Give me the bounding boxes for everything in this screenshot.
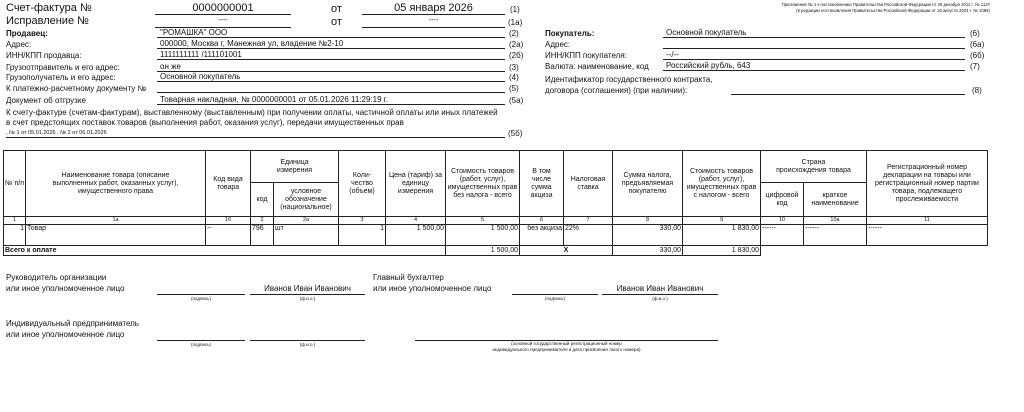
th-total: Стоимость товаров (работ, услуг), имущественных прав с налогом - всего — [683, 151, 761, 217]
correction-code: (1а) — [508, 18, 523, 27]
invoice-table — [3, 150, 988, 256]
seller-field-code: (2а) — [509, 40, 524, 49]
table-cell: ------ — [804, 225, 867, 246]
th-price: Цена (тариф) за единицу измерения — [386, 151, 446, 217]
column-index: 11 — [867, 217, 988, 225]
th-unit-code: код — [251, 183, 274, 217]
header-note-2: (в редакции постановления Правительства Российской Федерации от 16 августа 2024 г. № 1096) — [796, 8, 990, 13]
ip-ogrn-caption-1: (основной государственный регистрационный номер — [511, 341, 622, 346]
th-unit: Единица измерения — [251, 151, 339, 183]
table-cell: ------ — [867, 225, 988, 246]
buyer-field-code: (6а) — [970, 40, 985, 49]
th-country: Страна происхождения товара — [761, 151, 867, 183]
buyer-field-code: (6) — [970, 29, 980, 38]
ip-fio-caption: (ф.и.о.) — [299, 342, 316, 347]
buyer-field-value: Основной покупатель — [663, 28, 965, 38]
column-index: 9 — [683, 217, 761, 225]
th-num: № п/п — [4, 151, 26, 217]
table-cell: -- — [206, 225, 251, 246]
th-excise: В том числе сумма акциза — [520, 151, 564, 217]
column-index: 4 — [386, 217, 446, 225]
table-cell: 1 500,00 — [386, 225, 446, 246]
correction-from: от — [331, 16, 342, 28]
accountant-signature-line — [512, 284, 598, 295]
seller-field-code: (3) — [509, 63, 519, 72]
total-cost: 1 500,00 — [446, 246, 520, 256]
column-index: 1б — [206, 217, 251, 225]
table-cell: 22% — [564, 225, 613, 246]
advance-text-2: в счет предстоящих поставок товаров (выполнения работ, оказания услуг), передачи имущественных прав — [6, 118, 404, 127]
seller-field-value: "РОМАШКА" ООО — [157, 28, 505, 38]
th-cost: Стоимость товаров (работ, услуг), имущественных прав без налога - всего — [446, 151, 520, 217]
invoice-label: Счет-фактура № — [6, 2, 92, 14]
correction-label: Исправление № — [6, 15, 89, 27]
seller-field-code: (2б) — [509, 51, 524, 60]
accountant-label-2: или иное уполномоченное лицо — [373, 284, 492, 293]
seller-field-label: Адрес: — [6, 40, 32, 49]
column-index: 5 — [446, 217, 520, 225]
contract-label-1: Идентификатор государственного контракта, — [545, 75, 713, 84]
column-index: 1 — [4, 217, 26, 225]
correction-date: ---- — [362, 15, 505, 28]
table-cell: 1 — [339, 225, 386, 246]
accountant-fio-caption: (ф.и.о.) — [652, 296, 668, 301]
head-label-2: или иное уполномоченное лицо — [6, 284, 125, 293]
buyer-field-code: (7) — [970, 62, 980, 71]
total-tax: 330,00 — [613, 246, 683, 256]
seller-field-value: 000000, Москва г, Манежная ул, владение №2-10 — [157, 39, 505, 49]
seller-field-label: ИНН/КПП продавца: — [6, 51, 82, 60]
seller-field-label: Продавец: — [6, 29, 48, 38]
column-index: 2а — [274, 217, 339, 225]
column-index: 3 — [339, 217, 386, 225]
contract-value — [731, 85, 965, 95]
buyer-field-label: ИНН/КПП покупателя: — [545, 51, 627, 60]
ip-label-2: или иное уполномоченное лицо — [6, 330, 125, 339]
seller-field-code: (4) — [509, 73, 519, 82]
table-cell: без акциза — [520, 225, 564, 246]
th-reg: Регистрационный номер декларации на товары или регистрационный номер партии товара, подлежащего прослеживаемости — [867, 151, 988, 217]
seller-field-label: Грузополучатель и его адрес: — [6, 73, 116, 82]
contract-label-2: договора (соглашения) (при наличии): — [545, 86, 688, 95]
column-index: 2 — [251, 217, 274, 225]
seller-field-value: Основной покупатель — [157, 72, 505, 82]
head-label-1: Руководитель организации — [6, 273, 107, 282]
buyer-field-value: Российский рубль, 643 — [663, 61, 965, 71]
seller-field-label: К платежно-расчетному документу № — [6, 84, 147, 93]
th-name: Наименование товара (описание выполненных работ, оказанных услуг), имущественного права — [26, 151, 206, 217]
th-rate: Налоговая ставка — [564, 151, 613, 217]
accountant-name: Иванов Иван Иванович — [602, 284, 718, 295]
accountant-sign-caption: (подпись) — [544, 296, 565, 301]
head-fio-caption: (ф.и.о.) — [299, 296, 316, 301]
seller-field-code: (5) — [509, 84, 519, 93]
head-signature-line — [157, 284, 245, 295]
buyer-field-value — [663, 39, 965, 49]
th-tax: Сумма налога, предъявляемая покупателю — [613, 151, 683, 217]
th-qty: Коли-чество (объем) — [339, 151, 386, 217]
ip-name-line — [250, 330, 365, 341]
accountant-label-1: Главный бухгалтер — [373, 273, 444, 282]
seller-field-code: (2) — [509, 29, 519, 38]
th-country-name: краткое наименование — [804, 183, 867, 217]
th-country-code: цифровой код — [761, 183, 804, 217]
table-cell: 1 — [4, 225, 26, 246]
buyer-field-value: --/-- — [663, 50, 965, 60]
column-index: 7 — [564, 217, 613, 225]
table-row — [4, 225, 988, 246]
total-label: Всего к оплате — [4, 246, 446, 256]
seller-field-value: Товарная накладная, № 0000000001 от 05.01.2026 11:29:19 г. — [157, 95, 505, 105]
head-name: Иванов Иван Иванович — [250, 284, 365, 295]
table-cell: 796 — [251, 225, 274, 246]
buyer-field-label: Адрес: — [545, 40, 571, 49]
table-cell: Товар — [26, 225, 206, 246]
column-index: 1а — [26, 217, 206, 225]
header-note-1: Приложение № 1 к постановлению Правительства Российской Федерации от 26 декабря 2011 г. № 1137 — [781, 2, 990, 7]
invoice-number: 0000000001 — [155, 2, 291, 15]
table-cell: 1 500,00 — [446, 225, 520, 246]
seller-field-code: (5а) — [509, 96, 524, 105]
th-unit-name: условное обозначение (национальное) — [274, 183, 339, 217]
th-kind: Код вида товара — [206, 151, 251, 217]
correction-number: ---- — [155, 15, 291, 28]
ip-signature-line — [157, 330, 245, 341]
seller-field-value: 1111111111 /111101001 — [157, 50, 505, 60]
column-index: 10 — [761, 217, 804, 225]
invoice-from: от — [331, 3, 342, 15]
seller-field-label: Документ об отгрузке — [6, 96, 86, 105]
advance-code: (5б) — [508, 129, 523, 138]
column-index: 10а — [804, 217, 867, 225]
invoice-date: 05 января 2026 — [362, 2, 505, 15]
ip-label-1: Индивидуальный предприниматель — [6, 319, 139, 328]
table-cell: 330,00 — [613, 225, 683, 246]
column-index: 8 — [613, 217, 683, 225]
ip-sign-caption: (подпись) — [190, 342, 211, 347]
seller-field-value — [157, 83, 505, 93]
seller-field-label: Грузоотправитель и его адрес: — [6, 63, 120, 72]
advance-text-1: К счету-фактуре (счетам-фактурам), выставленному (выставленным) при получении оплаты, частичной оплаты или иных платежей — [6, 108, 498, 117]
ip-ogrn-caption-2: индивидуального предпринимателя и дата присвоения такого номера) — [492, 347, 641, 352]
invoice-code: (1) — [510, 5, 520, 14]
table-cell: 1 830,00 — [683, 225, 761, 246]
ip-ogrn-line — [415, 330, 718, 341]
total-excise: X — [520, 246, 613, 256]
seller-field-value: он же — [157, 62, 505, 72]
advance-value: , № 1 от 05.01.2026 , № 2 от 06.01.2026 — [6, 128, 505, 138]
column-index: 6 — [520, 217, 564, 225]
head-sign-caption: (подпись) — [190, 296, 211, 301]
table-cell: шт — [274, 225, 339, 246]
contract-code: (8) — [972, 86, 982, 95]
total-sum: 1 830,00 — [683, 246, 761, 256]
table-cell: ------ — [761, 225, 804, 246]
buyer-field-label: Валюта: наименование, код — [545, 62, 649, 71]
buyer-field-code: (6б) — [970, 51, 985, 60]
buyer-field-label: Покупатель: — [545, 29, 595, 38]
